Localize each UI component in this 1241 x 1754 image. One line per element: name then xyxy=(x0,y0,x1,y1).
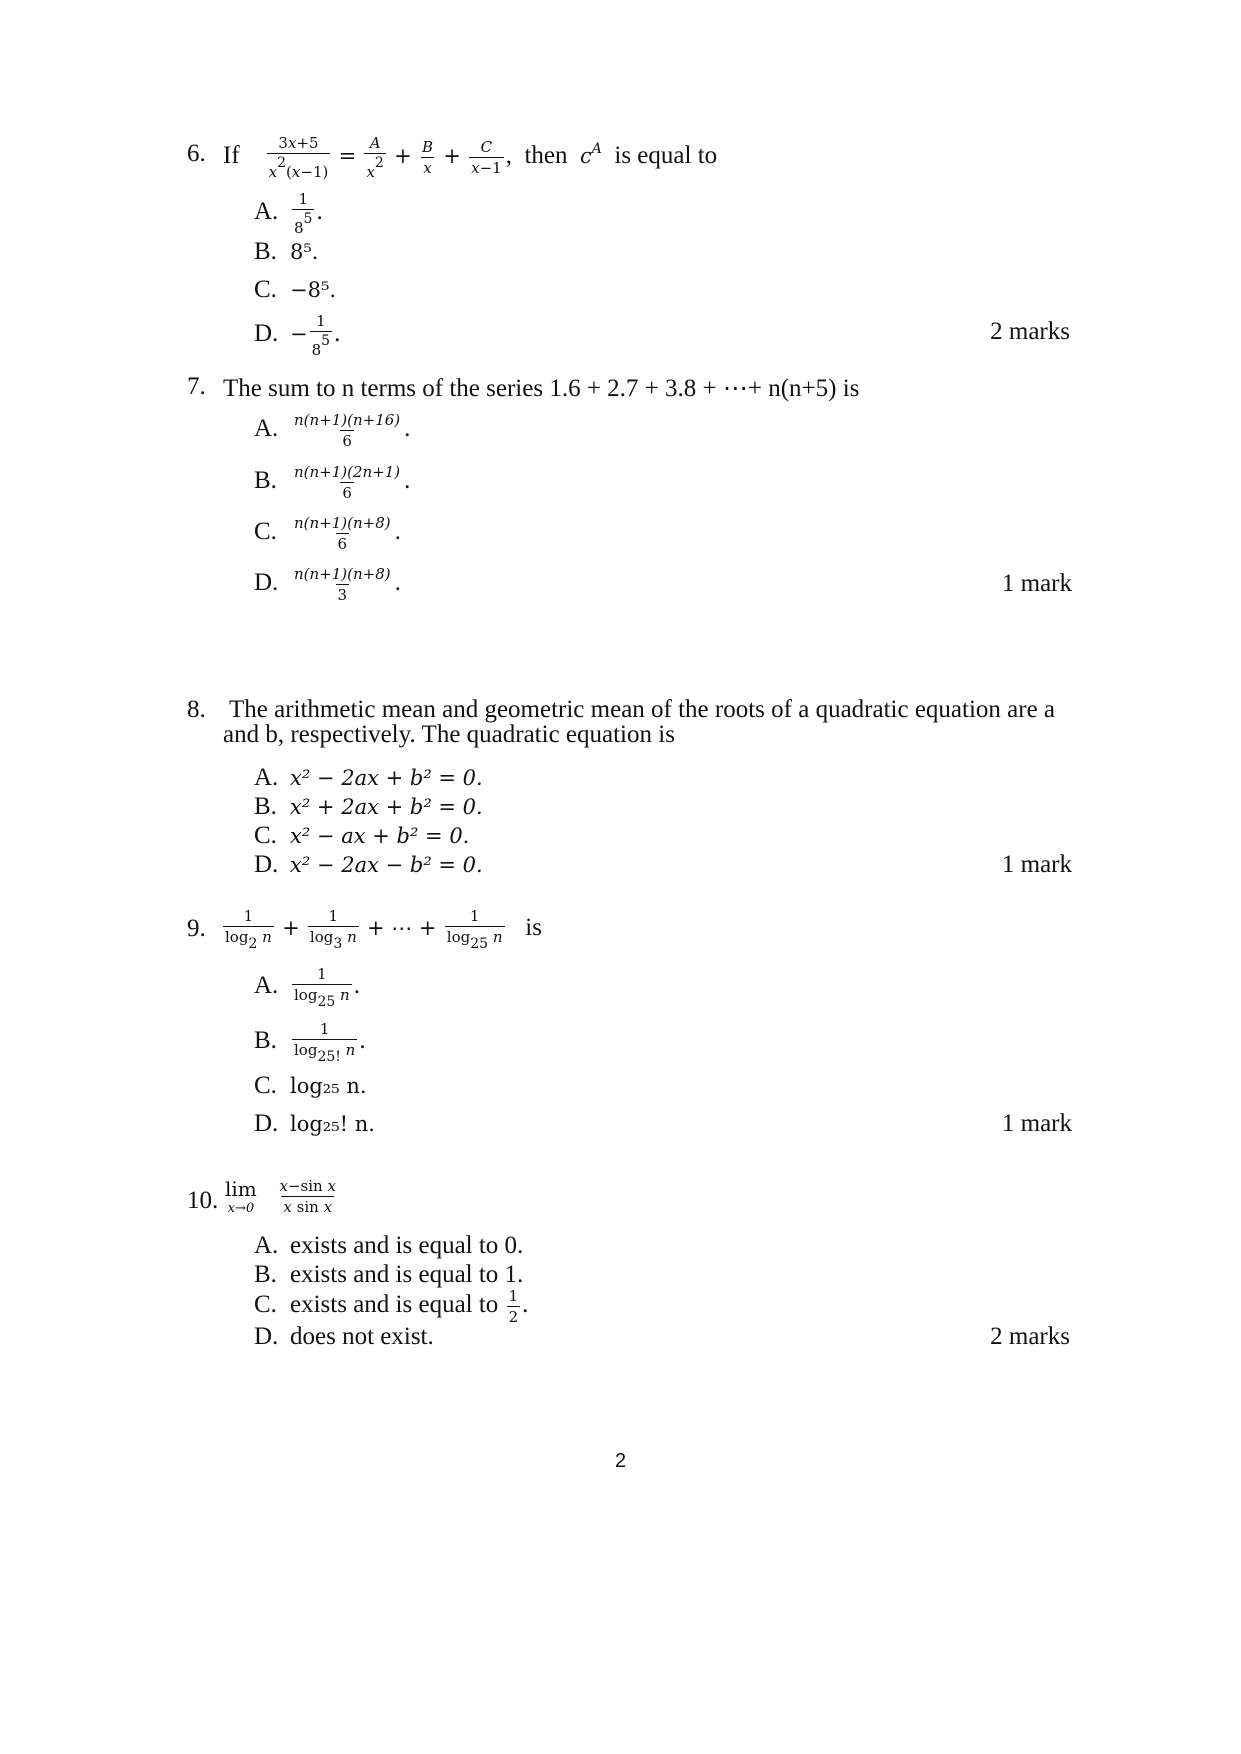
fraction: $\frac{B}{x}$ xyxy=(421,138,433,177)
option-b: B. 8⁵. xyxy=(254,238,319,265)
question-number: 8. xyxy=(187,696,206,723)
fraction: $\frac{3x+5}{x^2(x-1)}$ xyxy=(268,134,329,181)
question-6 xyxy=(187,134,1087,359)
question-stem: If $\frac{3x+5}{x^2(x-1)}$ = $\frac{A}{x^2}$ + $\frac{B}{x}$ + $\frac{C}{x-1}$ , then $c^A$ is equal to xyxy=(223,134,718,181)
option-d: D. log₂₅! n. xyxy=(254,1110,375,1137)
page-number: 2 xyxy=(614,1450,627,1472)
option-c: C. x² − ax + b² = 0. xyxy=(254,822,470,849)
question-stem: The sum to n terms of the series 1.6 + 2.7 + 3.8 + ⋯+ n(n+5) is xyxy=(223,375,860,402)
option-d: D. x² − 2ax − b² = 0. xyxy=(254,851,483,878)
question-stem xyxy=(223,696,1087,749)
question-8 xyxy=(187,696,1087,886)
stem-then: then xyxy=(524,142,568,170)
fraction: $\frac{C}{x-1}$ xyxy=(471,138,502,177)
marks-label: 2 marks xyxy=(990,318,1070,345)
fraction: $\frac{A}{x^2}$ xyxy=(366,134,384,181)
question-number: 10. xyxy=(187,1187,219,1214)
marks-label: 1 mark xyxy=(1001,570,1072,597)
stem-end: is equal to xyxy=(614,142,718,170)
option-c: C. −8⁵. xyxy=(254,276,337,303)
question-7 xyxy=(187,373,1087,603)
stem-line-2: and b, respectively. The quadratic equation is xyxy=(223,721,675,748)
option-c: C. exists and is equal to $\frac{1}{2}$ . xyxy=(254,1287,529,1326)
stem-if: If xyxy=(223,142,240,170)
option-c: C. log₂₅ n. xyxy=(254,1072,367,1099)
option-a: A. $\frac{n(n+1)(n+16)}{6}$ . xyxy=(254,411,411,450)
option-d: D. $\frac{n(n+1)(n+8)}{3}$ . xyxy=(254,565,401,604)
option-a: A. x² − 2ax + b² = 0. xyxy=(254,764,483,791)
question-stem: lim x→0 $\frac{\text{x−sin x}}{\text{x sin x}}$ xyxy=(225,1177,336,1216)
option-b: B. exists and is equal to 1. xyxy=(254,1261,524,1288)
marks-label: 1 mark xyxy=(1001,851,1072,878)
option-a: A. exists and is equal to 0. xyxy=(254,1232,524,1259)
question-9 xyxy=(187,907,1087,1145)
option-b: B. $\frac{1}{\log_{25!} n}$ . xyxy=(254,1020,366,1065)
option-c: C. $\frac{n(n+1)(n+8)}{6}$ . xyxy=(254,514,401,553)
option-d: D. does not exist. xyxy=(254,1323,434,1350)
option-a: A. $\frac{1}{8^5}$ . xyxy=(254,190,323,237)
question-number: 9. xyxy=(187,915,206,942)
option-a: A. $\frac{1}{\log_{25} n}$ . xyxy=(254,965,360,1010)
question-10 xyxy=(187,1177,1087,1367)
option-b: B. x² + 2ax + b² = 0. xyxy=(254,793,483,820)
option-d: D. − $\frac{1}{8^5}$ . xyxy=(254,312,341,359)
stem-end: is xyxy=(525,914,542,942)
question-number: 6. xyxy=(187,140,206,167)
marks-label: 2 marks xyxy=(990,1323,1070,1350)
option-b: B. $\frac{n(n+1)(2n+1)}{6}$ . xyxy=(254,463,411,502)
stem-line-1: The arithmetic mean and geometric mean of the roots of a quadratic equation are a xyxy=(229,696,1056,723)
marks-label: 1 mark xyxy=(1001,1110,1072,1137)
question-stem: $\frac{1}{\log_2 n}$ + $\frac{1}{\log_3 n}$ + ⋯ + $\frac{1}{\log_{25} n}$ is xyxy=(225,907,542,952)
question-number: 7. xyxy=(187,373,206,400)
